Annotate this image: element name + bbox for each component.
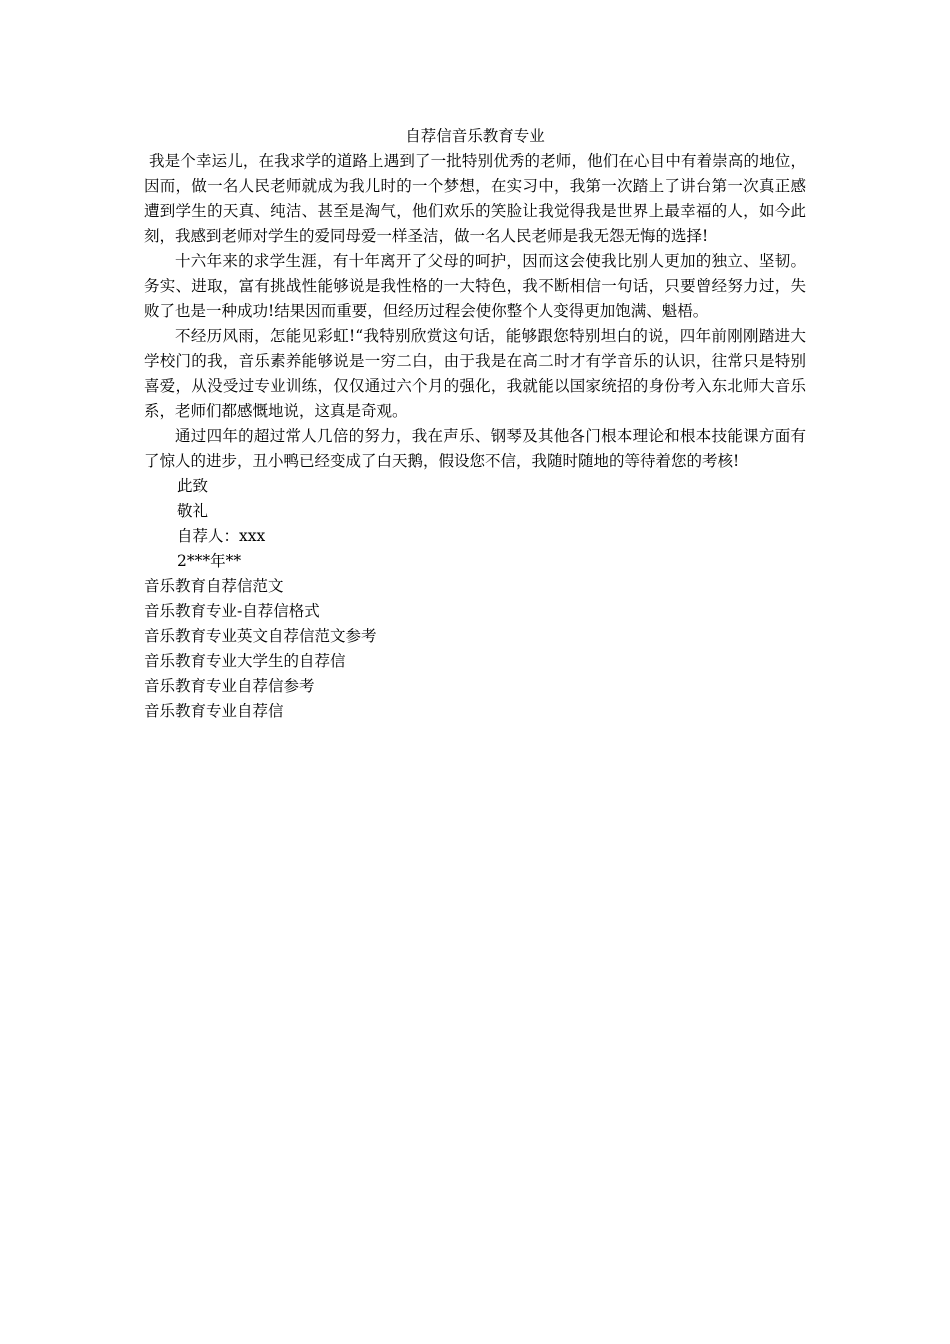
related-link[interactable]: 音乐教育自荐信范文 xyxy=(144,577,284,595)
related-link[interactable]: 音乐教育专业英文自荐信范文参考 xyxy=(144,627,377,645)
related-link[interactable]: 音乐教育专业自荐信 xyxy=(144,702,284,720)
related-link[interactable]: 音乐教育专业-自荐信格式 xyxy=(144,602,320,620)
document-page xyxy=(144,124,806,724)
document-title: 自荐信音乐教育专业 xyxy=(405,127,545,145)
related-links-list xyxy=(144,574,806,724)
closing-salutation: 此致 xyxy=(177,477,209,495)
closing-regards: 敬礼 xyxy=(177,502,209,520)
signature: 自荐人：xxx xyxy=(177,527,266,545)
paragraph-3: 不经历风雨，怎能见彩虹!“我特别欣赏这句话，能够跟您特别坦白的说，四年前刚刚踏进大学校门的我，音乐素养能够说是一穷二白，由于我是在高二时才有学音乐的认识，往常只是特别喜爱，从没受过专业训练，仅仅通过六个月的强化，我就能以国家统招的身份考入东北师大音乐系，老师们都感慨地说，这真是奇观。 xyxy=(144,327,806,420)
paragraph-4: 通过四年的超过常人几倍的努力，我在声乐、钢琴及其他各门根本理论和根本技能课方面有了惊人的进步，丑小鸭已经变成了白天鹅，假设您不信，我随时随地的等待着您的考核! xyxy=(144,427,806,470)
paragraph-2: 十六年来的求学生涯，有十年离开了父母的呵护，因而这会使我比别人更加的独立、坚韧。务实、进取，富有挑战性能够说是我性格的一大特色，我不断相信一句话，只要曾经努力过，失败了也是一种成功!结果因而重要，但经历过程会使你整个人变得更加饱满、魁梧。 xyxy=(144,252,806,320)
related-link[interactable]: 音乐教育专业大学生的自荐信 xyxy=(144,652,346,670)
date: 2***年** xyxy=(177,552,242,570)
paragraph-1: 我是个幸运儿，在我求学的道路上遇到了一批特别优秀的老师，他们在心目中有着崇高的地位，因而，做一名人民老师就成为我儿时的一个梦想，在实习中，我第一次踏上了讲台第一次真正感遭到学生的天真、纯洁、甚至是淘气，他们欢乐的笑脸让我觉得我是世界上最幸福的人，如今此刻，我感到老师对学生的爱同母爱一样圣洁，做一名人民老师是我无怨无悔的选择! xyxy=(144,152,806,245)
related-link[interactable]: 音乐教育专业自荐信参考 xyxy=(144,677,315,695)
